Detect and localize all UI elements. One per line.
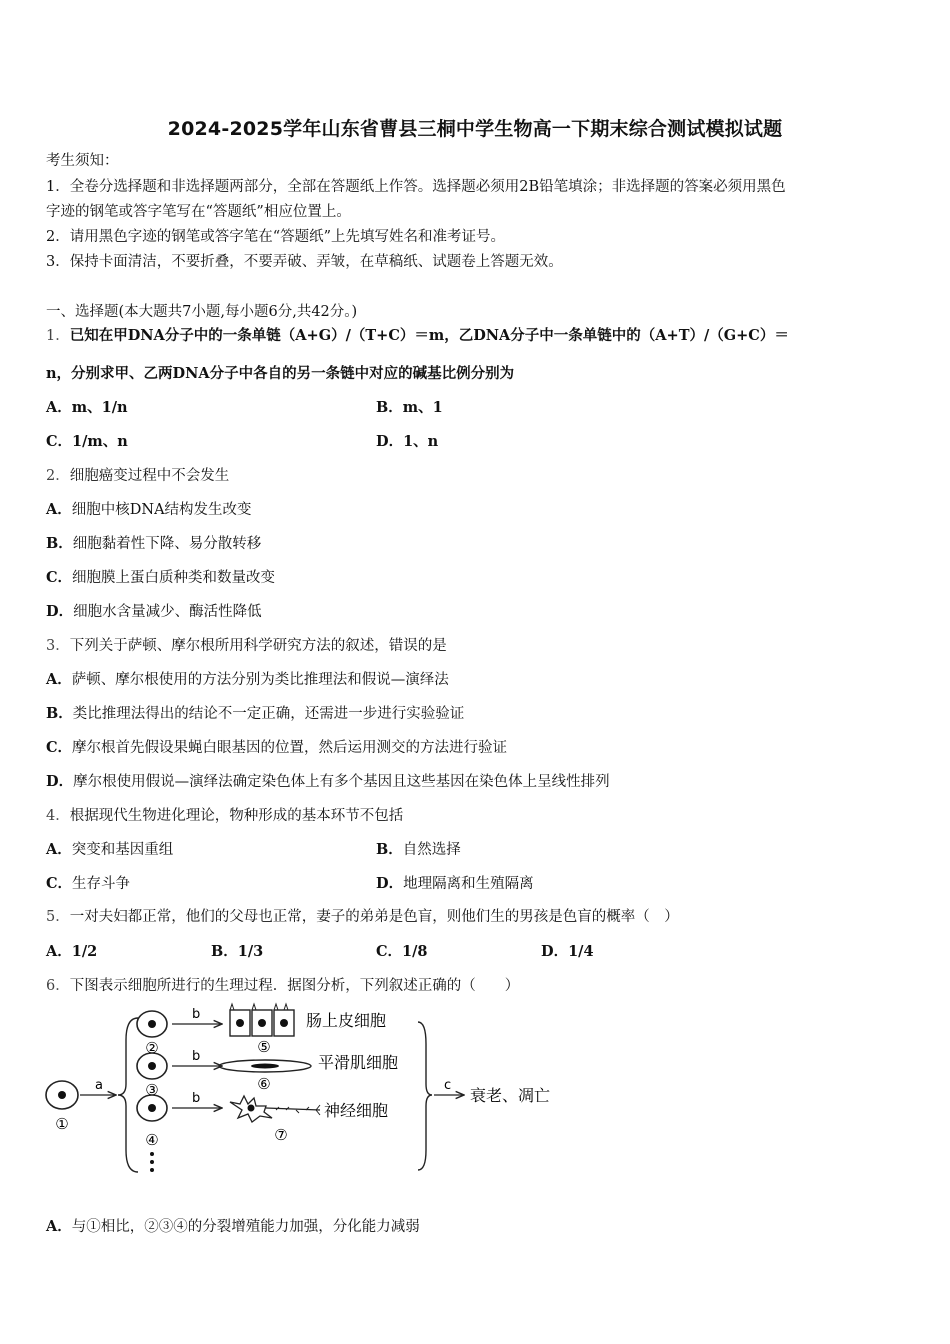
- q6-option-a[interactable]: A．与①相比，②③④的分裂增殖能力加强，分化能力减弱: [46, 1218, 420, 1235]
- question-4: 4．根据现代生物进化理论，物种形成的基本环节不包括: [46, 808, 404, 824]
- svg-text:②: ②: [145, 1039, 159, 1057]
- label-c: c: [444, 1078, 452, 1093]
- notice-item-2: 2．请用黑色字迹的钢笔或答字笔在“答题纸”上先填写姓名和准考证号。: [46, 229, 506, 245]
- q5-option-d[interactable]: D．1/4: [541, 943, 594, 960]
- question-2: 2．细胞癌变过程中不会发生: [46, 468, 230, 484]
- cell-differentiation-figure: [40, 1000, 580, 1180]
- notice-item-1-cont: 字迹的钢笔或答字笔写在“答题纸”相应位置上。: [46, 204, 351, 220]
- label-outcome: 衰老、凋亡: [470, 1086, 551, 1105]
- q2-option-a[interactable]: A．细胞中核DNA结构发生改变: [46, 501, 252, 518]
- page-title: 2024-2025学年山东省曹县三桐中学生物高一下期末综合测试模拟试题: [167, 118, 783, 140]
- q4-option-c[interactable]: C．生存斗争: [46, 875, 131, 892]
- question-3: 3．下列关于萨顿、摩尔根所用科学研究方法的叙述，错误的是: [46, 638, 447, 654]
- label-nerve: 神经细胞: [324, 1101, 389, 1120]
- q1-option-d[interactable]: D．1、n: [376, 433, 439, 450]
- q2-option-d[interactable]: D．细胞水含量减少、酶活性降低: [46, 603, 262, 620]
- label-a: a: [95, 1078, 103, 1093]
- q3-option-b[interactable]: B．类比推理法得出的结论不一定正确，还需进一步进行实验验证: [46, 705, 465, 722]
- label-smooth-muscle: 平滑肌细胞: [318, 1053, 399, 1072]
- q3-option-c[interactable]: C．摩尔根首先假设果蝇白眼基因的位置，然后运用测交的方法进行验证: [46, 739, 508, 756]
- notice-item-3: 3．保持卡面清洁，不要折叠，不要弄破、弄皱，在草稿纸、试题卷上答题无效。: [46, 254, 563, 270]
- q4-option-a[interactable]: A．突变和基因重组: [46, 841, 174, 858]
- cell-4: [137, 1095, 167, 1149]
- question-stem: 已知在甲DNA分子中的一条单链（A+G）/（T+C）＝m，乙DNA分子中一条单链中的（A+T）/（G+C）＝: [69, 327, 789, 344]
- svg-text:⑤: ⑤: [257, 1038, 271, 1056]
- cell-3: [137, 1053, 167, 1099]
- svg-text:①: ①: [55, 1115, 69, 1133]
- question-6: 6．下图表示细胞所进行的生理过程．据图分析，下列叙述正确的（ ）: [46, 978, 520, 994]
- q5-option-a[interactable]: A．1/2: [46, 943, 98, 960]
- svg-text:③: ③: [145, 1081, 159, 1099]
- smooth-muscle-cell: [219, 1060, 311, 1093]
- q2-option-c[interactable]: C．细胞膜上蛋白质种类和数量改变: [46, 569, 276, 586]
- svg-text:⑥: ⑥: [257, 1075, 271, 1093]
- intestine-cells: [230, 1004, 294, 1056]
- left-brace: [118, 1018, 138, 1172]
- q3-option-a[interactable]: A．萨顿、摩尔根使用的方法分别为类比推理法和假说—演绎法: [46, 671, 449, 688]
- q4-option-d[interactable]: D．地理隔离和生殖隔离: [376, 875, 534, 892]
- q1-option-c[interactable]: C．1/m、n: [46, 433, 128, 450]
- notice-heading: 考生须知：: [46, 153, 119, 169]
- q1-option-a[interactable]: A．m、1/n: [46, 399, 128, 416]
- q5-option-c[interactable]: C．1/8: [376, 943, 428, 960]
- svg-text:b: b: [192, 1007, 201, 1022]
- question-5: 5．一对夫妇都正常，他们的父母也正常，妻子的弟弟是色盲，则他们生的男孩是色盲的概率（ ）: [46, 909, 679, 925]
- nerve-cell: [230, 1096, 320, 1144]
- q4-option-b[interactable]: B．自然选择: [376, 841, 461, 858]
- section-heading: 一、选择题(本大题共7小题,每小题6分,共42分。): [46, 304, 358, 320]
- svg-text:⑦: ⑦: [274, 1126, 288, 1144]
- q3-option-d[interactable]: D．摩尔根使用假说—演绎法确定染色体上有多个基因且这些基因在染色体上呈线性排列: [46, 773, 610, 790]
- label-intestine: 肠上皮细胞: [306, 1011, 387, 1030]
- question-1-stem-cont: n，分别求甲、乙两DNA分子中各自的另一条链中对应的碱基比例分别为: [46, 365, 515, 382]
- q2-option-b[interactable]: B．细胞黏着性下降、易分散转移: [46, 535, 262, 552]
- right-brace: [418, 1022, 432, 1170]
- question-1: [46, 326, 789, 346]
- notice-item-1: 1．全卷分选择题和非选择题两部分，全部在答题纸上作答。选择题必须用2B铅笔填涂；非选择题的答案必须用黑色: [46, 179, 786, 195]
- svg-text:b: b: [192, 1049, 201, 1064]
- stem-cell-1: [46, 1081, 78, 1133]
- svg-text:b: b: [192, 1091, 201, 1106]
- question-number: 1．: [46, 328, 70, 344]
- svg-text:④: ④: [145, 1131, 159, 1149]
- q1-option-b[interactable]: B．m、1: [376, 399, 443, 416]
- cell-2: [137, 1011, 167, 1057]
- q5-option-b[interactable]: B．1/3: [211, 943, 264, 960]
